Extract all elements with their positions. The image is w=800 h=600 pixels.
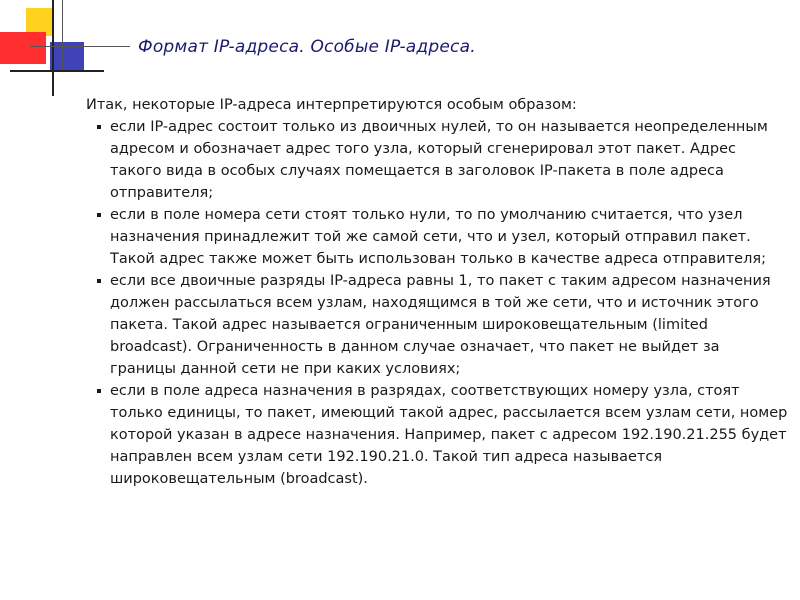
bullet-item-broadcast: если в поле адреса назначения в разрядах, соответствующих номеру узла, стоят только единицы, то пакет, имеющий такой адрес, рассылается всем узлам сети, номер которой указан в адресе назначения. Например, пакет с адресом 192.190.21.255 будет направлен всем узлам сети 192.190.21.0. Такой тип адреса называется широковещательным (broadcast). (86, 380, 790, 490)
intro-text: Итак, некоторые IP-адреса интерпретируются особым образом: (86, 97, 577, 113)
bullet-item-limited-broadcast: если все двоичные разряды IP-адреса равны 1, то пакет с таким адресом назначения должен рассылаться всем узлам, находящимся в той же сети, что и источник этого пакета. Такой адрес называется ограниченным широковещательным (limited broadcast). Ограниченность в данном случае означает, что пакет не выйдет за границы данной сети не при каких условиях; (86, 270, 790, 380)
slide-content (86, 94, 790, 490)
horizontal-line-thin (30, 46, 130, 47)
slide-title: Формат IP-адреса. Особые IP-адреса. (138, 37, 476, 57)
red-square (0, 32, 46, 64)
bullet-item-zero-address: если IP-адрес состоит только из двоичных нулей, то он называется неопределенным адресом и обозначает адрес того узла, который сгенерировал этот пакет. Адрес такого вида в особых случаях помещается в заголовок IP-пакета в поле адреса отправителя; (86, 116, 790, 204)
vertical-line-thin (62, 0, 63, 72)
horizontal-line (10, 70, 104, 72)
bullet-list (86, 116, 790, 490)
bullet-item-zero-network: если в поле номера сети стоят только нули, то по умолчанию считается, что узел назначения принадлежит той же самой сети, что и узел, который отправил пакет. Такой адрес также может быть использован только в качестве адреса отправителя; (86, 204, 790, 270)
vertical-line (52, 0, 54, 96)
slide-decoration-logo (0, 0, 130, 100)
